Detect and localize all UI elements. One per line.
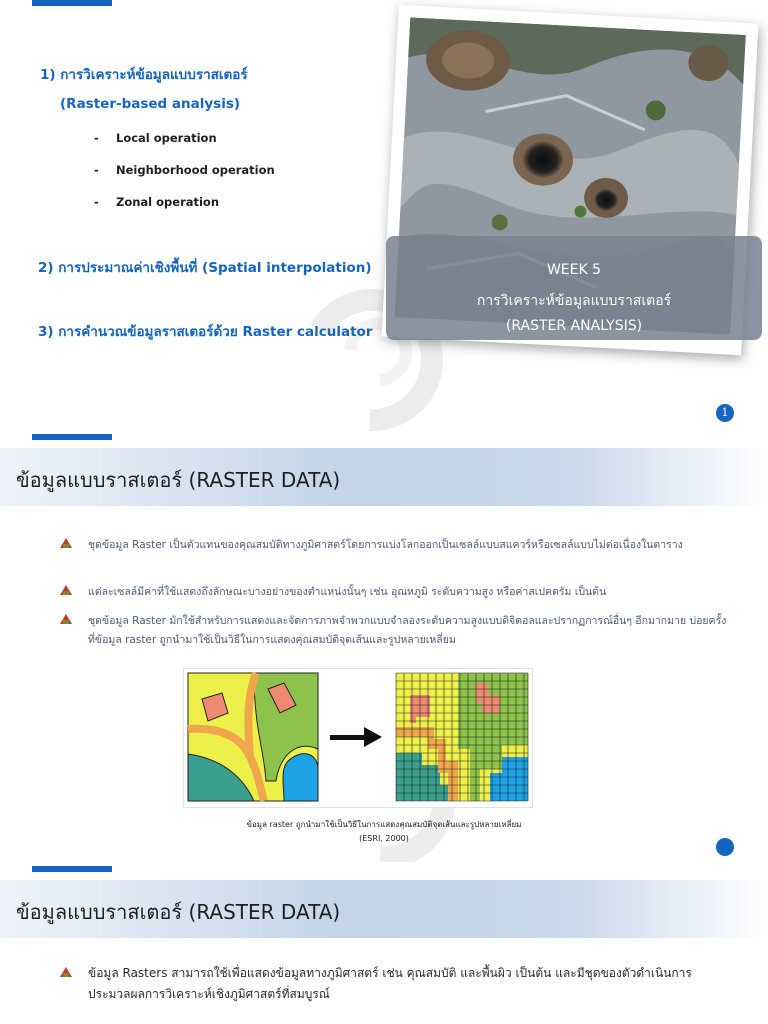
slide-2: ข้อมูลแบบราสเตอร์ (RASTER DATA) ชุดข้อมูล Raster เป็นตัวแทนของคุณสมบัติทางภูมิศาสตร์โดยการแบ่งโลกออกเป็นเซลล์แบบสแควร์หรือเซลล์แบบไม่ต่อเนื่องในตาราง แต่ละเซลล์มีค่าที่ใช้แสดงถึงลักษณะบางอย่างของตำแหน่งนั้นๆ เช่น อุณหภูมิ ระดับความสูง หรือค่าสเปคตรัม เป็นต้น ชุดข้อมูล Raster มักใช้สำหรับการแสดงและจัดการภาพจำพวกแบบจำลองระดับความสูงแบบดิจิตอลและปรากฏการณ์อื่นๆ อีกมากมาย บ่อยครั้งที่ข้อมูล raster ถูกนำมาใช้เป็นวิธีในการแสดงคุณสมบัติจุดเส้นและรูปหลายเหลี่ยม ข้อมูล raster ถูกนำมาใช้เป็นวิธีในการแสดงคุณสมบัติจุดเส้นและรูปหลายเหลี่ยม (ESRI, 2000) xyxy=(0,432,768,862)
toc-item-1-english: (Raster-based analysis) xyxy=(60,96,241,112)
week-title-box xyxy=(386,236,762,340)
slide-3: ข้อมูลแบบราสเตอร์ (RASTER DATA) ข้อมูล Rasters สามารถใช้เพื่อแสดงข้อมูลทางภูมิศาสตร์ เช่น คุณสมบัติ และพื้นผิว เป็นต้น และมีชุดของตัวดำเนินการประมวลผลการวิเคราะห์เชิงภูมิศาสตร์ที่สมบูรณ์ xyxy=(0,862,768,1024)
top-accent-bar xyxy=(32,434,112,440)
top-accent-bar xyxy=(32,866,112,872)
toc-subitem-zonal: - Zonal operation xyxy=(94,195,220,209)
toc-subitem-neighborhood: - Neighborhood operation xyxy=(94,163,275,177)
week-thai-title: การวิเคราะห์ข้อมูลแบบราสเตอร์ xyxy=(476,293,672,309)
raster-map xyxy=(396,673,528,801)
figure-citation: (ESRI, 2000) xyxy=(359,834,409,843)
top-accent-bar xyxy=(32,0,112,6)
vector-map xyxy=(188,673,318,801)
toc-item-3: 3) การคำนวณข้อมูลราสเตอร์ด้วย Raster calculator xyxy=(38,324,373,340)
slide-1 xyxy=(0,0,768,432)
vector-to-raster-figure xyxy=(183,668,533,808)
page-number-badge: 1 xyxy=(716,404,734,422)
page-number-badge xyxy=(716,838,734,856)
week-english-title: (RASTER ANALYSIS) xyxy=(505,318,643,334)
week-number: WEEK 5 xyxy=(546,262,602,278)
arrow-right-icon xyxy=(330,727,382,747)
slide-title: ข้อมูลแบบราสเตอร์ (RASTER DATA) xyxy=(16,468,341,492)
vector-to-raster-diagram-icon xyxy=(184,669,532,807)
figure-caption: ข้อมูล raster ถูกนำมาใช้เป็นวิธีในการแสดงคุณสมบัติจุดเส้นและรูปหลายเหลี่ยม xyxy=(246,820,522,829)
toc-subitem-local: - Local operation xyxy=(94,131,217,145)
toc-item-1: 1) การวิเคราะห์ข้อมูลแบบราสเตอร์ xyxy=(40,67,248,83)
slide-title: ข้อมูลแบบราสเตอร์ (RASTER DATA) xyxy=(16,900,341,924)
toc-item-2: 2) การประมาณค่าเชิงพื้นที่ (Spatial interpolation) xyxy=(38,260,372,276)
